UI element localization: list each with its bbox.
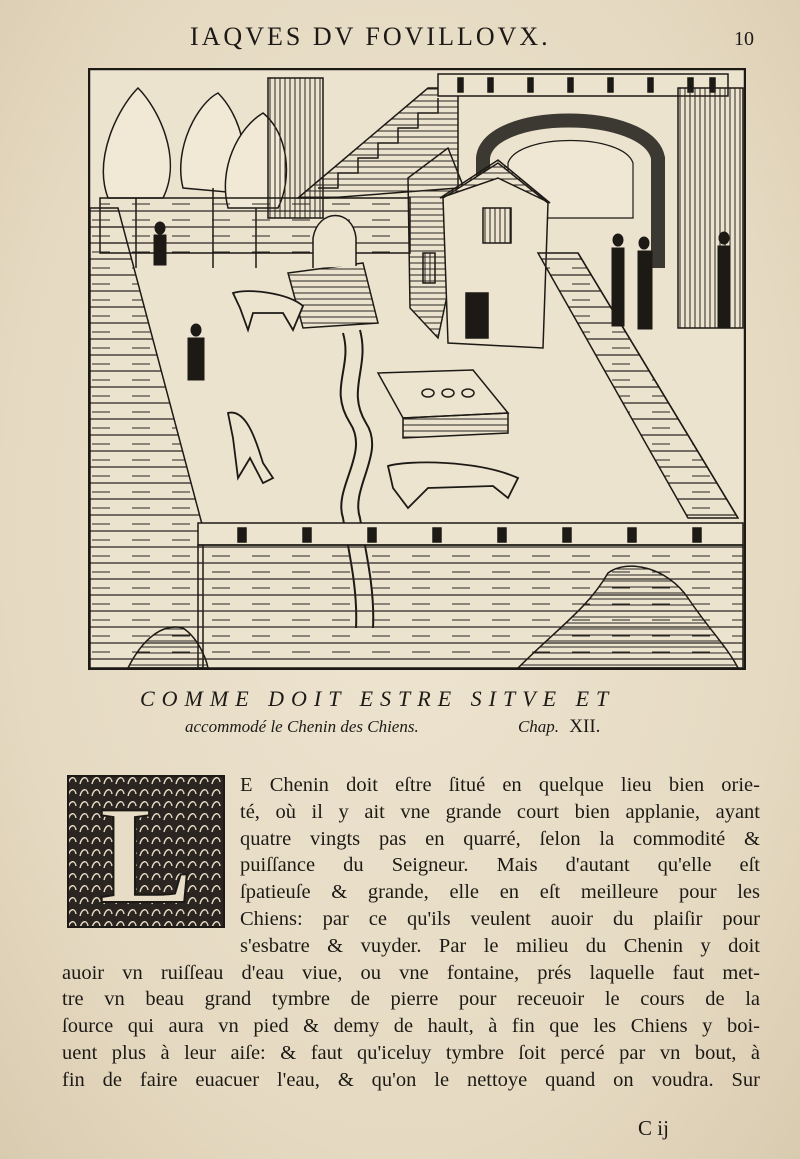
- body-line: uent plus à leur aiſe: & faut qu'iceluy tymbre ſoit percé par vn bout, à: [62, 1041, 760, 1064]
- body-line: ſpatieuſe & grande, elle en eſt meilleure pour les: [240, 881, 760, 904]
- body-line: E Chenin doit eſtre ſitué en quelque lieu bien orie-: [240, 774, 760, 796]
- initial-letter: L: [99, 778, 193, 929]
- signature-mark: C ij: [638, 1116, 669, 1140]
- body-line: quatre vingts pas en quarré, ſelon la commodité &: [240, 827, 760, 850]
- caption-title: COMME DOIT ESTRE SITVE ET: [140, 686, 616, 711]
- chapter-number: XII.: [569, 716, 601, 737]
- running-head: [0, 18, 800, 58]
- page-number: 10: [734, 28, 754, 50]
- body-line: auoir vn ruiſſeau d'eau viue, ou vne fontaine, prés laquelle faut met-: [62, 961, 760, 984]
- body-text: [62, 772, 760, 1094]
- body-line: té, où il y ait vne grande court bien applanie, ayant: [240, 800, 760, 823]
- woodcut-illustration: [88, 68, 746, 670]
- figure-caption: [140, 686, 760, 738]
- chapter-label: Chap.: [517, 717, 560, 736]
- back-wall: [100, 198, 410, 253]
- body-line: Chiens: par ce qu'ils veulent auoir du plaiſir pour: [240, 907, 760, 930]
- caption-subtitle-text: accommodé le Chenin des Chiens.: [185, 717, 419, 736]
- running-title: IAQVES DV FOVILLOVX.: [190, 22, 551, 51]
- body-line: puiſſance du Seigneur. Mais d'autant qu'elle eſt: [240, 854, 760, 877]
- right-building: [678, 88, 743, 328]
- body-line: ſource qui aura vn pied & demy de hault, à fin que les Chiens y boi-: [62, 1015, 760, 1038]
- caption-subtitle: [140, 716, 760, 738]
- body-line: s'esbatre & vuyder. Par le milieu du Chenin y doit: [240, 934, 760, 957]
- body-line: fin de faire euacuer l'eau, & qu'on le nettoye quand on voudra. Sur: [62, 1068, 760, 1091]
- body-line: tre vn beau grand tymbre de pierre pour receuoir le cours de la: [62, 988, 760, 1011]
